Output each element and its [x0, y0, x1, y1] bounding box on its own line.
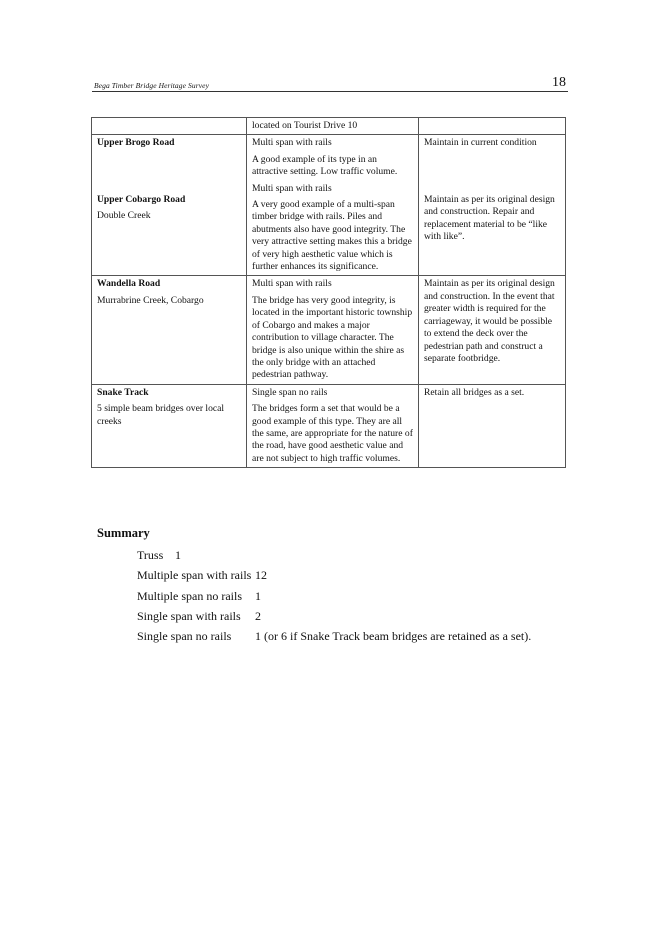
table-row: [92, 276, 566, 384]
road-name: Wandella Road: [97, 278, 161, 290]
road-cell: [92, 384, 247, 467]
road-name: Upper Brogo Road: [97, 137, 175, 149]
bridge-type: Multi span with rails: [252, 137, 332, 149]
summary-value: 12: [255, 568, 267, 583]
spacer: [424, 150, 560, 194]
bridge-type: Multi span with rails: [252, 182, 332, 194]
summary-item: [137, 606, 531, 626]
description-cell: [247, 135, 419, 276]
road-name: Snake Track: [97, 386, 149, 398]
summary-value: 2: [255, 608, 261, 623]
summary-list: [137, 545, 531, 646]
bridge-description: The bridges form a set that would be a good example of this type. They are all the same, are appropriate for the nature of the road, have good aesthetic value and are not subject to high traffic volumes.: [252, 403, 413, 464]
bridge-description: A very good example of a multi-span timber bridge with rails. Piles and abutments also have good integrity. The very attractive setting makes this a bridge of very high aesthetic value which is further enhances its significance.: [252, 199, 412, 273]
bridge-location: Murrabrine Creek, Cobargo: [97, 294, 204, 306]
summary-item: [137, 586, 531, 606]
table-row: [92, 118, 566, 135]
summary-label: Multiple span no rails: [137, 588, 242, 603]
summary-label: Single span with rails: [137, 608, 241, 623]
summary-item: [137, 626, 531, 646]
bridge-type: Single span no rails: [252, 386, 328, 398]
summary-value: 1: [175, 548, 181, 562]
recommendation: Retain all bridges as a set.: [424, 386, 525, 398]
summary-label: Truss: [137, 548, 164, 562]
description-cell: [247, 118, 419, 135]
recommendation-cell: [419, 384, 566, 467]
summary-heading: Summary: [97, 526, 150, 540]
road-cell: [92, 276, 247, 384]
table-row: [92, 135, 566, 276]
road-cell: [92, 135, 247, 276]
bridge-type: Multi span with rails: [252, 278, 332, 290]
recommendation-cell: [419, 135, 566, 276]
recommendation-cell: [419, 118, 566, 135]
summary-item: [137, 565, 531, 585]
table-row: [92, 384, 566, 467]
page-header: [92, 77, 568, 92]
recommendation: Maintain in current condition: [424, 137, 537, 149]
page-number: 18: [552, 75, 566, 90]
summary-item: [137, 545, 531, 565]
recommendation: Maintain as per its original design and construction. Repair and replacement material to be “like with like”.: [424, 193, 555, 243]
recommendation: Maintain as per its original design and construction. In the event that greater width is required for the carriageway, it would be possible to extend the deck over the pedestrian path and construct a separate footbridge.: [424, 278, 555, 364]
bridge-location: 5 simple beam bridges over local creeks: [97, 403, 225, 427]
bridge-description: The bridge has very good integrity, is located in the important historic township of Cobargo and makes a major contribution to village character. The bridge is also unique within the shire as the only bridge with an attached pedestrian pathway.: [252, 294, 413, 381]
summary-value: 1: [255, 588, 261, 603]
bridge-location: Double Creek: [97, 210, 151, 222]
summary-label: Multiple span with rails: [137, 568, 252, 583]
bridge-assessment-table: [91, 117, 566, 468]
bridge-description: located on Tourist Drive 10: [252, 120, 358, 131]
bridge-description: A good example of its type in an attractive setting. Low traffic volume.: [252, 153, 398, 178]
summary-label: Single span no rails: [137, 629, 232, 644]
summary-value: 1 (or 6 if Snake Track beam bridges are retained as a set).: [255, 629, 532, 644]
spacer: [97, 150, 241, 194]
road-name: Upper Cobargo Road: [97, 193, 186, 205]
recommendation-cell: [419, 276, 566, 384]
description-cell: [247, 276, 419, 384]
description-cell: [247, 384, 419, 467]
document-title: Bega Timber Bridge Heritage Survey: [94, 81, 210, 90]
road-cell: [92, 118, 247, 135]
